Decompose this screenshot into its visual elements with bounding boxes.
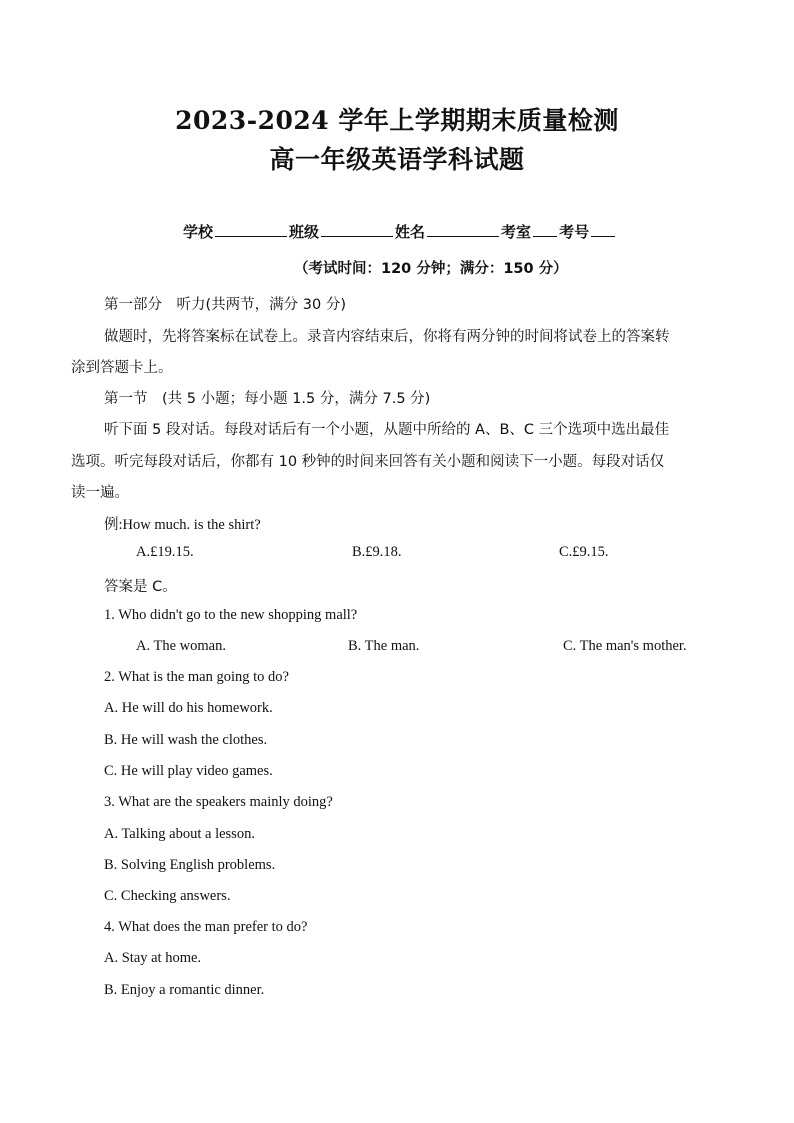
question-4-option-b: B. Enjoy a romantic dinner.	[104, 982, 265, 998]
question-1-option-c: C. The man's mother.	[563, 638, 687, 654]
exam-time-note: （考试时间：120 分钟；满分：150 分）	[294, 261, 568, 277]
exam-title-line1: 2023-2024 学年上学期期末质量检测	[175, 106, 619, 135]
number-blank[interactable]	[591, 221, 615, 237]
question-3-option-b: B. Solving English problems.	[104, 857, 276, 873]
name-blank[interactable]	[427, 221, 499, 237]
question-4-option-a: A. Stay at home.	[104, 950, 202, 966]
section1-instruction-line3: 读一遍。	[71, 485, 129, 501]
question-3-text: 3. What are the speakers mainly doing?	[104, 794, 333, 810]
student-info-row	[183, 221, 617, 242]
question-1-text: 1. Who didn't go to the new shopping mall?	[104, 607, 358, 623]
question-2-option-b: B. He will wash the clothes.	[104, 732, 268, 748]
part1-instruction-line1: 做题时，先将答案标在试卷上。录音内容结束后，你将有两分钟的时间将试卷上的答案转	[104, 329, 670, 345]
school-blank[interactable]	[215, 221, 287, 237]
part1-heading: 第一部分 听力(共两节，满分 30 分)	[104, 297, 346, 313]
question-2-option-a: A. He will do his homework.	[104, 700, 273, 716]
question-2-text: 2. What is the man going to do?	[104, 669, 289, 685]
section1-instruction-line2: 选项。听完每段对话后，你都有 10 秒钟的时间来回答有关小题和阅读下一小题。每段对话仅	[71, 454, 665, 470]
question-1-option-b: B. The man.	[348, 638, 420, 654]
section1-instruction-line1: 听下面 5 段对话。每段对话后有一个小题，从题中所给的 A、B、C 三个选项中选出最佳	[104, 422, 670, 438]
class-blank[interactable]	[321, 221, 393, 237]
number-label: 考号	[559, 223, 590, 241]
part1-instruction-line2: 涂到答题卡上。	[71, 360, 173, 376]
exam-title-line2: 高一年级英语学科试题	[269, 145, 525, 174]
question-1-option-a: A. The woman.	[136, 638, 226, 654]
room-label: 考室	[501, 223, 532, 241]
example-question: 例:How much. is the shirt?	[104, 517, 261, 533]
example-answer: 答案是 C。	[104, 579, 177, 595]
example-option-b: B.£9.18.	[352, 544, 402, 560]
question-4-text: 4. What does the man prefer to do?	[104, 919, 308, 935]
name-label: 姓名	[395, 223, 426, 241]
school-label: 学校	[183, 223, 214, 241]
section1-heading: 第一节 (共 5 小题；每小题 1.5 分，满分 7.5 分)	[104, 391, 431, 407]
example-option-c: C.£9.15.	[559, 544, 609, 560]
room-blank[interactable]	[533, 221, 557, 237]
question-2-option-c: C. He will play video games.	[104, 763, 273, 779]
example-option-a: A.£19.15.	[136, 544, 194, 560]
question-3-option-c: C. Checking answers.	[104, 888, 231, 904]
question-3-option-a: A. Talking about a lesson.	[104, 826, 255, 842]
class-label: 班级	[289, 223, 320, 241]
